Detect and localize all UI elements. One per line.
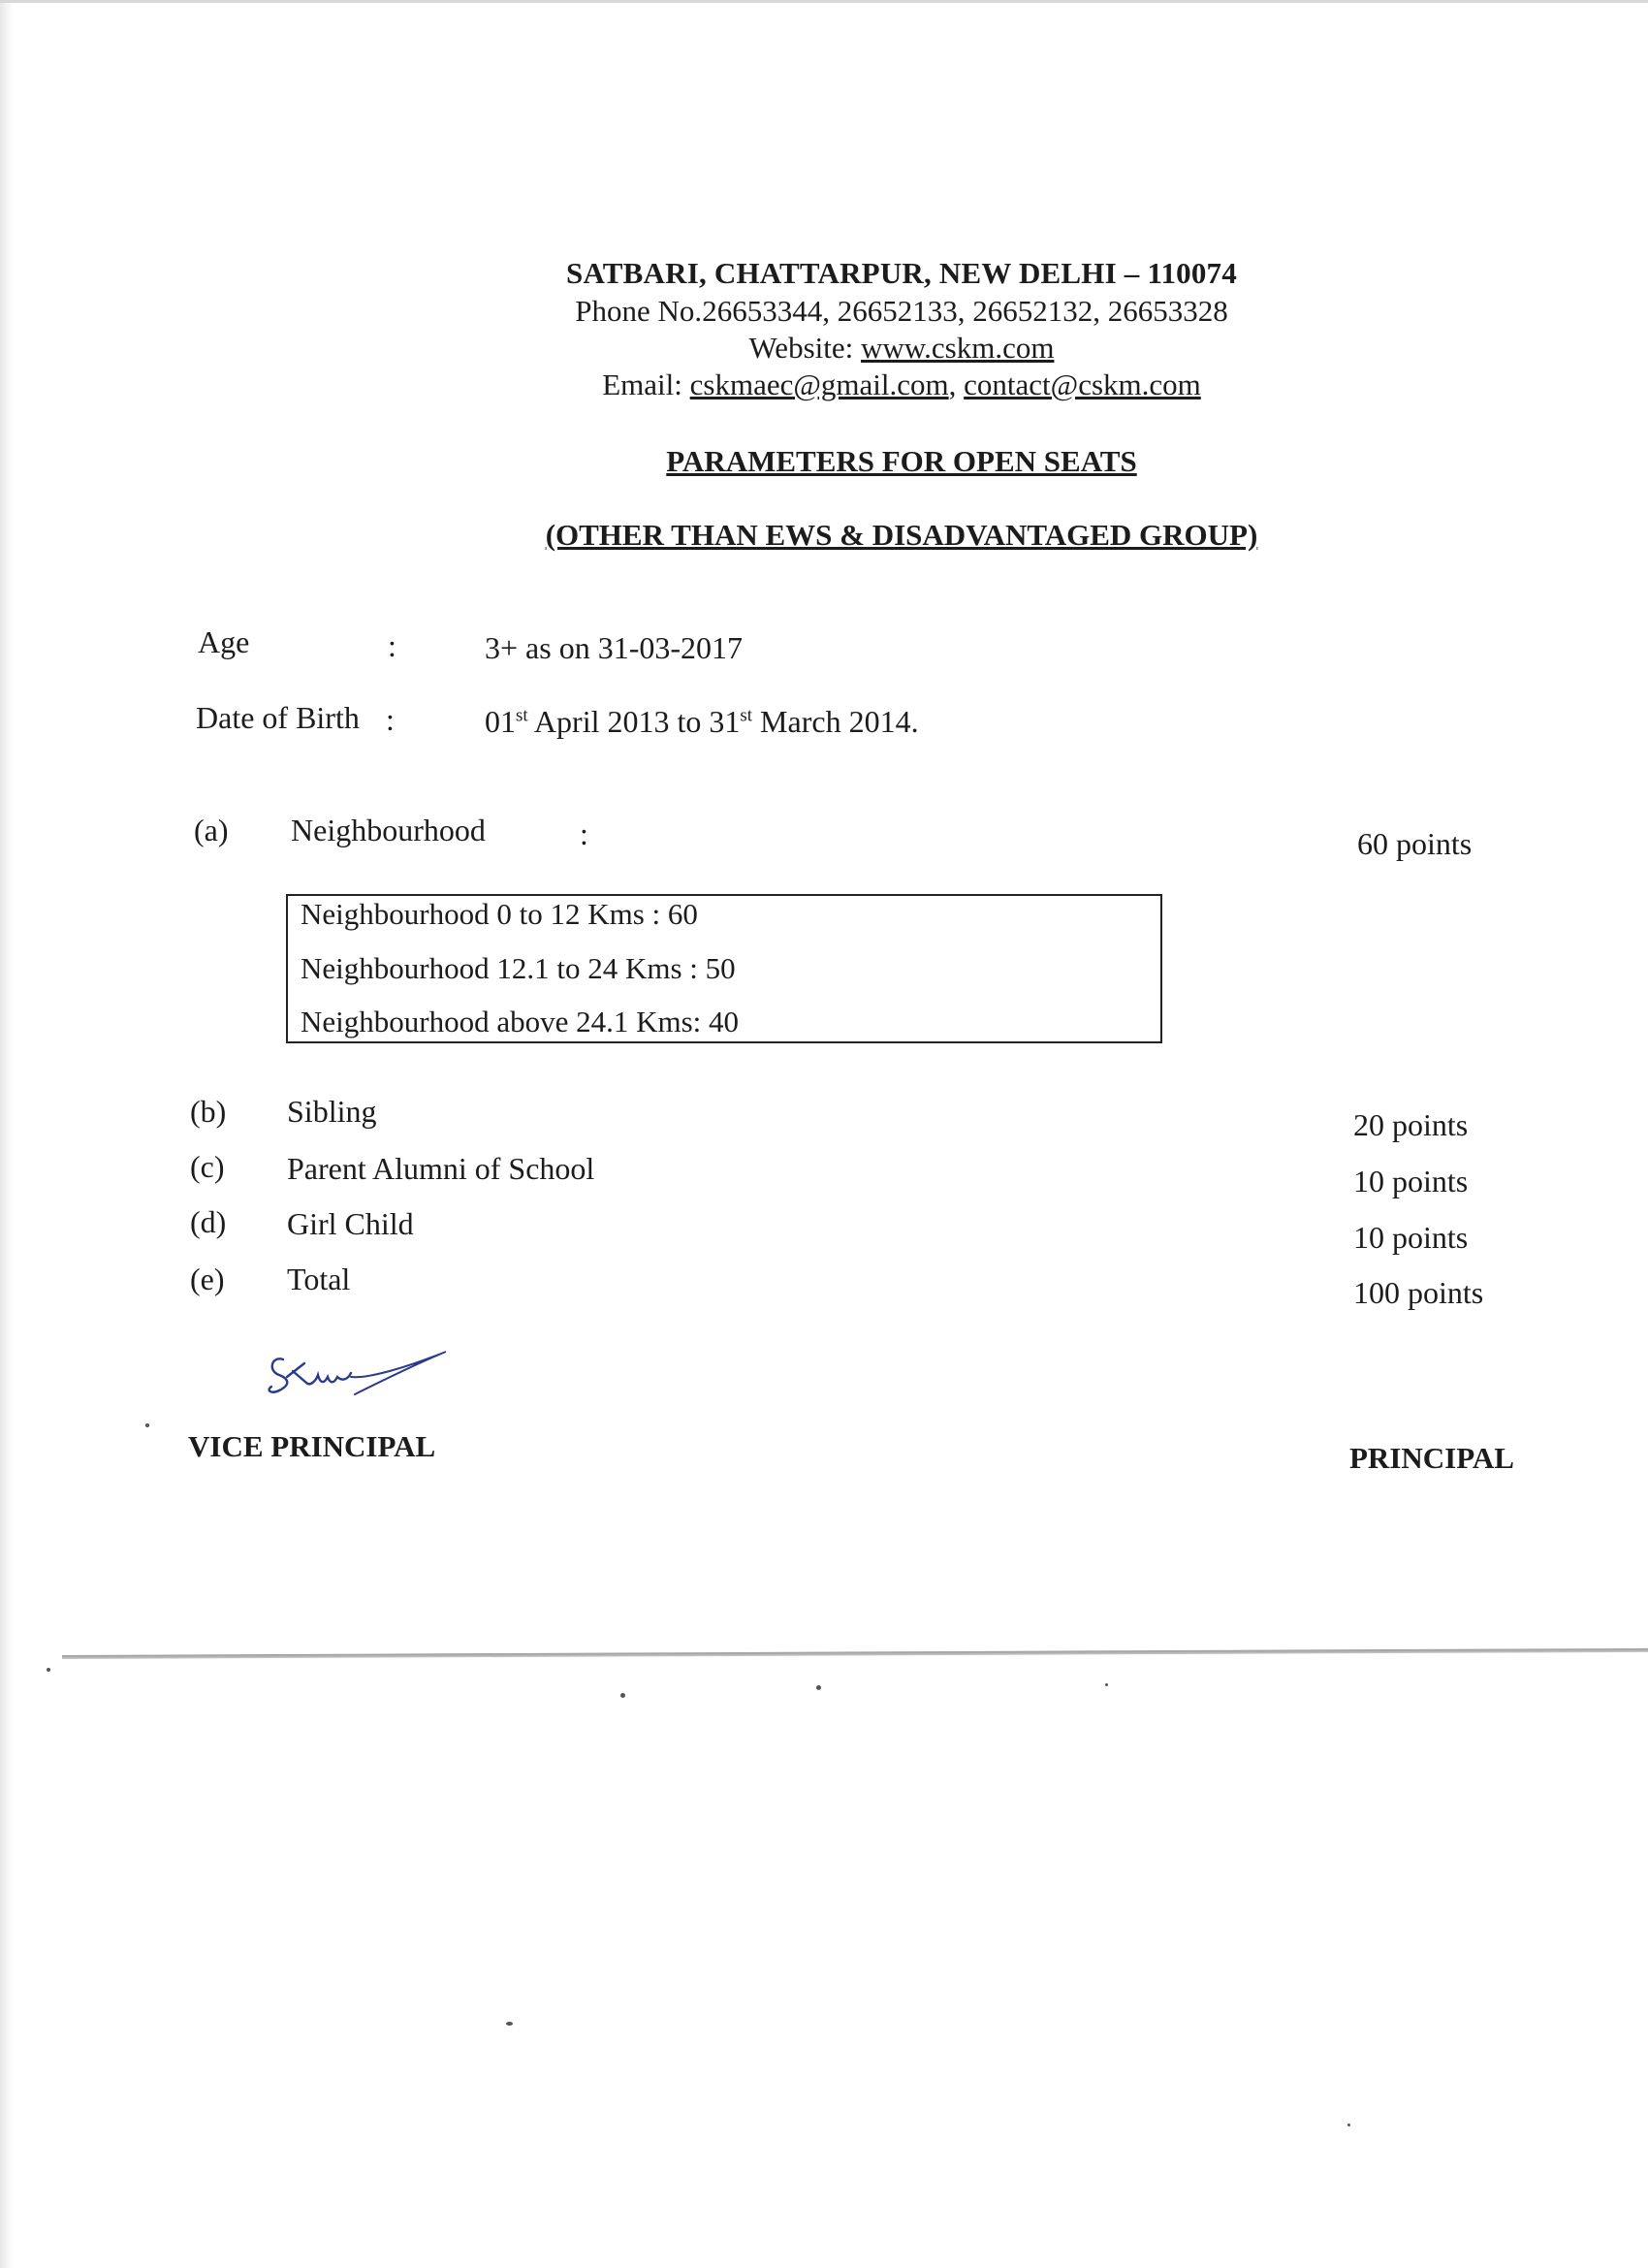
page-top-edge	[0, 0, 1648, 3]
website-line	[485, 330, 1318, 367]
letterhead	[485, 254, 1318, 403]
criterion-label: Total	[287, 1262, 351, 1296]
dob-value	[485, 704, 919, 740]
handwritten-signature	[262, 1338, 456, 1406]
dob-sup1: st	[516, 705, 528, 726]
website-label: Website:	[748, 331, 854, 365]
scan-speck	[506, 2022, 513, 2026]
dob-mid: April 2013 to 31	[527, 704, 741, 739]
scan-speck	[816, 1685, 821, 1690]
criterion-points: 10 points	[1353, 1220, 1469, 1255]
scan-speck	[620, 1693, 625, 1698]
website-link[interactable]: www.cskm.com	[860, 331, 1055, 365]
dob-separator: :	[386, 702, 395, 737]
criterion-marker: (a)	[194, 813, 229, 847]
email-link-2[interactable]: contact@cskm.com	[964, 367, 1201, 401]
vice-principal-label: VICE PRINCIPAL	[188, 1429, 436, 1463]
age-label: Age	[198, 624, 250, 659]
criterion-label: Sibling	[287, 1094, 377, 1129]
scan-speck	[1347, 2124, 1350, 2126]
dob-day1: 01	[485, 704, 516, 739]
criterion-points: 60 points	[1357, 826, 1473, 861]
criterion-points: 10 points	[1353, 1164, 1469, 1198]
criterion-label: Parent Alumni of School	[287, 1151, 595, 1186]
email-link-1[interactable]: cskmaec@gmail.com	[689, 367, 949, 401]
criterion-points: 100 points	[1353, 1275, 1484, 1310]
criterion-marker: (c)	[190, 1149, 225, 1184]
page-edge-shadow	[0, 0, 14, 2268]
distance-row: Neighbourhood 0 to 12 Kms : 60	[301, 897, 698, 931]
criterion-label: Girl Child	[287, 1206, 414, 1241]
scan-speck	[47, 1668, 50, 1672]
criterion-marker: (e)	[190, 1262, 225, 1296]
email-line: Email: cskmaec@gmail.com, contact@cskm.com	[602, 367, 1201, 401]
criterion-colon: :	[580, 816, 588, 851]
phone-line	[485, 293, 1318, 330]
page-fold-line	[62, 1648, 1648, 1659]
criterion-marker: (d)	[190, 1204, 227, 1239]
document-title: PARAMETERS FOR OPEN SEATS	[666, 444, 1137, 478]
document-subtitle: (OTHER THAN EWS & DISADVANTAGED GROUP)	[545, 518, 1258, 552]
email-label: Email:	[602, 367, 682, 401]
scan-speck	[145, 1423, 149, 1427]
phone-label: Phone No.	[575, 294, 703, 328]
distance-row: Neighbourhood above 24.1 Kms: 40	[301, 1005, 740, 1038]
phone-numbers: 26653344, 26652133, 26652132, 26653328	[702, 294, 1228, 328]
criterion-points: 20 points	[1353, 1107, 1469, 1142]
distance-row: Neighbourhood 12.1 to 24 Kms : 50	[301, 951, 736, 985]
school-address: SATBARI, CHATTARPUR, NEW DELHI – 110074	[566, 256, 1237, 290]
dob-end: March 2014.	[752, 704, 919, 739]
principal-label: PRINCIPAL	[1349, 1441, 1514, 1475]
criterion-marker: (b)	[190, 1094, 227, 1129]
age-separator: :	[388, 628, 396, 663]
dob-sup2: st	[740, 705, 753, 726]
dob-label: Date of Birth	[196, 700, 360, 735]
age-value: 3+ as on 31-03-2017	[485, 630, 744, 665]
criterion-label: Neighbourhood	[291, 813, 486, 847]
neighbourhood-distance-box	[286, 894, 1162, 1043]
scan-speck	[1105, 1683, 1108, 1686]
